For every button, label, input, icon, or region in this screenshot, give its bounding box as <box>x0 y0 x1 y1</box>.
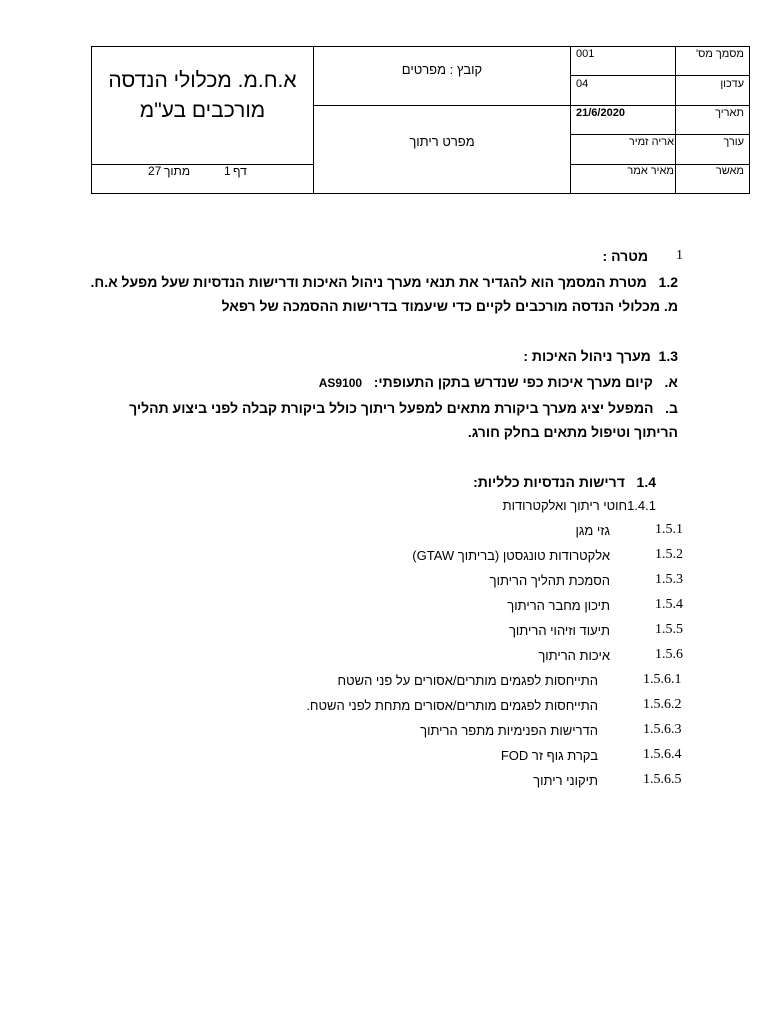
engineering-number: 1.4 <box>636 474 656 490</box>
list-item-number: 1.5.3 <box>655 572 683 587</box>
list-item-number: 1.5.6.1 <box>643 672 682 687</box>
engineering-sub-number: 1.4.1 <box>627 498 656 513</box>
date-label: תאריך <box>715 107 744 119</box>
engineering-heading <box>473 472 656 492</box>
list-item-text: תיקוני ריתוך <box>533 773 598 788</box>
company-name-line2: מורכבים בע"מ <box>139 99 266 122</box>
list-item-text: תיעוד וזיהוי הריתוך <box>508 623 610 638</box>
of-label: מתוך <box>164 164 191 178</box>
list-item-text: אלקטרודות טונגסטן (בריתוך GTAW) <box>412 548 610 563</box>
spec-title: מפרט ריתוך <box>409 134 475 149</box>
quality-item-b-line-2: הריתוך וטיפול מתאים בחלק חורג. <box>467 424 678 440</box>
list-item-number: 1.5.6 <box>655 647 683 662</box>
section-1-title: מטרה : <box>602 248 648 264</box>
list-item-number: 1.5.6.5 <box>643 772 682 787</box>
list-item-text: תיכון מחבר הריתוך <box>507 598 610 613</box>
editor-label: עורך <box>723 136 744 148</box>
quality-item-b-marker: ב. <box>665 400 678 416</box>
engineering-subheading <box>503 496 656 516</box>
list-item-number: 1.5.6.3 <box>643 722 682 737</box>
purpose-number: 1.2 <box>658 274 678 290</box>
page-label: דף <box>233 164 247 178</box>
purpose-line-1 <box>91 272 679 292</box>
list-item-text: התייחסות לפגמים מותרים/אסורים מתחת לפני השטח. <box>306 698 598 713</box>
file-label: קובץ : מפרטים <box>401 62 483 77</box>
list-item-number: 1.5.6.2 <box>643 697 682 712</box>
list-item-number: 1.5.1 <box>655 522 683 537</box>
list-item-text: גזי מגן <box>575 523 610 538</box>
purpose-line-2: מ. מכלולי הנדסה מורכבים לקיים כדי שיעמוד בדרישות ההסמכה של רפאל <box>221 298 678 314</box>
approver-value: מאיר אמר <box>627 165 674 177</box>
quality-item-b-text-1: המפעל יציג מערך ביקורת מתאים למפעל ריתוך כולל ביקורת קבלה לפני ביצוע תהליך <box>129 400 654 416</box>
page-total: 27 <box>148 164 162 178</box>
page-number: 1 <box>224 164 231 178</box>
quality-item-b-line-1 <box>129 398 678 418</box>
revision-value: 04 <box>576 78 589 90</box>
list-item-number: 1.5.6.4 <box>643 747 682 762</box>
quality-number: 1.3 <box>658 348 678 364</box>
quality-item-a-standard: AS9100 <box>318 376 363 390</box>
list-item-text: איכות הריתוך <box>538 648 610 663</box>
company-name <box>91 66 314 126</box>
quality-heading <box>523 346 678 366</box>
list-item-number: 1.5.4 <box>655 597 683 612</box>
list-item-number: 1.5.5 <box>655 622 683 637</box>
list-item-number: 1.5.2 <box>655 547 683 562</box>
list-item-text: הסמכת תהליך הריתוך <box>489 573 610 588</box>
list-item-text: התייחסות לפגמים מותרים/אסורים על פני השטח <box>337 673 598 688</box>
doc-number-label: מסמך מס' <box>695 48 744 60</box>
doc-number-value: 001 <box>576 48 595 60</box>
engineering-sub-title: חוטי ריתוך ואלקטרודות <box>502 498 628 513</box>
engineering-title: דרישות הנדסיות כלליות: <box>473 474 625 490</box>
purpose-text-1: מטרת המסמך הוא להגדיר את תנאי מערך ניהול האיכות ודרישות הנדסיות שעל מפעל א.ח. <box>90 274 647 290</box>
editor-value: אריה זמיר <box>628 136 674 148</box>
section-1-number: 1 <box>676 248 683 263</box>
company-name-line1: א.ח.מ. מכלולי הנדסה <box>108 69 297 92</box>
quality-title: מערך ניהול האיכות : <box>523 348 651 364</box>
list-item-text: בקרת גוף זר FOD <box>500 748 598 763</box>
approver-label: מאשר <box>715 165 744 177</box>
revision-label: עדכון <box>720 78 744 90</box>
list-item-text: הדרישות הפנימיות מתפר הריתוך <box>420 723 598 738</box>
quality-item-a-text: קיום מערך איכות כפי שנדרש בתקן התעופתי: <box>373 374 653 390</box>
quality-item-a-marker: א. <box>664 374 678 390</box>
date-value: 21/6/2020 <box>576 107 625 119</box>
quality-item-a <box>319 372 678 393</box>
